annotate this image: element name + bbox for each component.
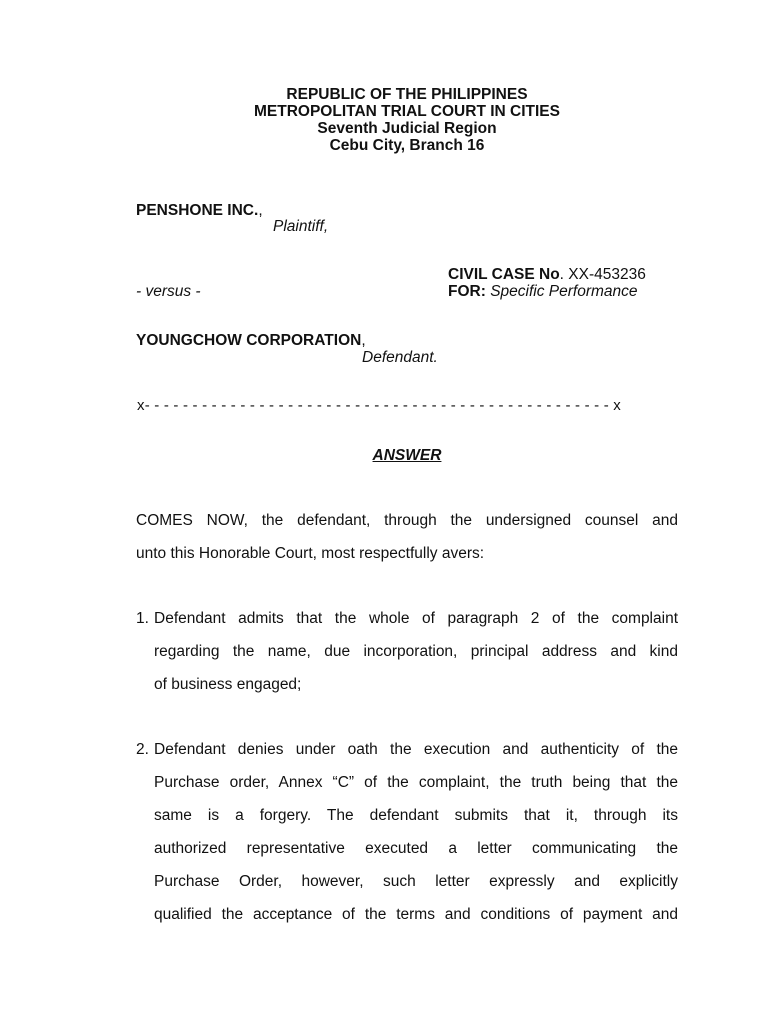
intro-line-2: unto this Honorable Court, most respectfully avers:	[136, 545, 485, 562]
item-number: 1.	[136, 610, 149, 627]
header-branch: Cebu City, Branch 16	[329, 137, 485, 154]
item-line: authorized representative executed a letter communicating the	[154, 840, 678, 857]
defendant-comma: ,	[361, 332, 366, 349]
item-line: regarding the name, due incorporation, principal address and kind	[154, 643, 678, 660]
case-number-line	[448, 266, 646, 284]
plaintiff-comma: ,	[258, 202, 263, 219]
item-line: of business engaged;	[154, 676, 302, 693]
header-court: METROPOLITAN TRIAL COURT IN CITIES	[254, 103, 560, 120]
for-value: Specific Performance	[490, 283, 638, 300]
defendant-role: Defendant.	[362, 349, 438, 366]
intro-line-1: COMES NOW, the defendant, through the undersigned counsel and	[136, 512, 678, 529]
for-label: FOR:	[448, 283, 486, 300]
plaintiff-line	[136, 202, 263, 220]
item-line: same is a forgery. The defendant submits that it, through its	[154, 807, 678, 824]
item-line: Defendant admits that the whole of paragraph 2 of the complaint	[154, 610, 678, 627]
item-line: qualified the acceptance of the terms and conditions of payment and	[154, 906, 678, 923]
list-item	[136, 602, 678, 701]
item-line: Defendant denies under oath the execution and authenticity of the	[154, 741, 678, 758]
document-title: ANSWER	[372, 447, 442, 464]
defendant-line	[136, 332, 366, 350]
case-number: . XX-453236	[559, 266, 646, 283]
item-line: Purchase Order, however, such letter expressly and explicitly	[154, 873, 678, 890]
versus-text: - versus -	[136, 283, 201, 300]
item-number: 2.	[136, 741, 149, 758]
intro-paragraph	[136, 504, 678, 570]
plaintiff-role: Plaintiff,	[273, 218, 329, 235]
item-line: Purchase order, Annex “C” of the complaint, the truth being that the	[154, 774, 678, 791]
case-label: CIVIL CASE No	[448, 266, 560, 283]
list-item	[136, 733, 678, 931]
case-for-line	[448, 283, 638, 301]
caption-separator: x- - - - - - - - - - - - - - - - - - - - - - - - - - - - - - - - - - - - - - - - - - - - - - - - - x	[137, 397, 621, 414]
court-header	[0, 86, 768, 154]
plaintiff-name: PENSHONE INC.	[136, 202, 259, 219]
header-region: Seventh Judicial Region	[317, 120, 497, 137]
versus-line	[136, 283, 201, 301]
header-republic: REPUBLIC OF THE PHILIPPINES	[286, 86, 528, 103]
defendant-name: YOUNGCHOW CORPORATION	[136, 332, 362, 349]
